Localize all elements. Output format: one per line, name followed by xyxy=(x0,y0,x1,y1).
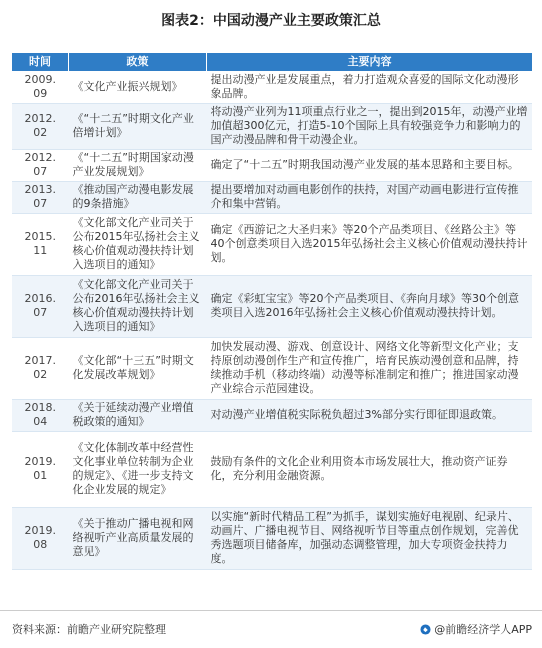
row-content: 提出要增加对动画电影创作的扶持，对国产动画电影进行宣传推介和集中营销。 xyxy=(207,181,533,213)
table-row xyxy=(12,507,532,569)
table-row xyxy=(12,399,532,431)
row-content: 确定《彩虹宝宝》等20个产品类项目、《奔向月球》等30个创意类项目入选2016年弘扬社会主义核心价值观动漫扶持计划。 xyxy=(207,275,533,337)
row-time: 2016. 07 xyxy=(12,275,69,337)
table-header-row xyxy=(12,53,532,71)
row-time: 2015. 11 xyxy=(12,213,69,275)
row-time: 2019. 08 xyxy=(12,507,69,569)
header-content: 主要内容 xyxy=(207,53,533,71)
policy-table xyxy=(12,53,532,570)
row-time: 2012. 02 xyxy=(12,103,69,149)
row-policy: 《文化部文化产业司关于公布2016年弘扬社会主义核心价值观动漫扶持计划入选项目的通知》 xyxy=(69,275,207,337)
header-policy: 政策 xyxy=(69,53,207,71)
row-policy: 《文化体制改革中经营性文化事业单位转制为企业的规定》、《进一步支持文化企业发展的规定》 xyxy=(69,431,207,507)
row-policy: 《“十二五”时期文化产业倍增计划》 xyxy=(69,103,207,149)
footer xyxy=(0,610,542,648)
row-policy: 《关于延续动漫产业增值税政策的通知》 xyxy=(69,399,207,431)
row-policy: 《文化部文化产业司关于公布2015年弘扬社会主义核心价值观动漫扶持计划入选项目的通知》 xyxy=(69,213,207,275)
brand-logo-icon xyxy=(420,624,431,635)
row-content: 提出动漫产业是发展重点，着力打造观众喜爱的国际文化动漫形象品牌。 xyxy=(207,71,533,103)
row-policy: 《推动国产动漫电影发展的9条措施》 xyxy=(69,181,207,213)
table-row xyxy=(12,213,532,275)
row-content: 加快发展动漫、游戏、创意设计、网络文化等新型文化产业；支持原创动漫创作生产和宣传推广，培育民族动漫创意和品牌，持续推动手机（移动终端）动漫等标准制定和推广；推进国家动漫产业综合示范园建设。 xyxy=(207,337,533,399)
table-row xyxy=(12,337,532,399)
row-policy: 《关于推动广播电视和网络视听产业高质量发展的意见》 xyxy=(69,507,207,569)
row-time: 2013. 07 xyxy=(12,181,69,213)
table-row xyxy=(12,275,532,337)
table-row xyxy=(12,103,532,149)
chart-title: 图表2：中国动漫产业主要政策汇总 xyxy=(161,13,381,29)
row-content: 对动漫产业增值税实际税负超过3%部分实行即征即退政策。 xyxy=(207,399,533,431)
table-row xyxy=(12,181,532,213)
row-time: 2009. 09 xyxy=(12,71,69,103)
row-content: 鼓励有条件的文化企业利用资本市场发展壮大，推动资产证券化，充分利用金融资源。 xyxy=(207,431,533,507)
row-time: 2012. 07 xyxy=(12,149,69,181)
header-time: 时间 xyxy=(12,53,69,71)
row-policy: 《文化产业振兴规划》 xyxy=(69,71,207,103)
row-content: 确定《西游记之大圣归来》等20个产品类项目、《丝路公主》等40个创意类项目入选2015年弘扬社会主义核心价值观动漫扶持计划。 xyxy=(207,213,533,275)
row-policy: 《文化部“十三五”时期文化发展改革规划》 xyxy=(69,337,207,399)
table-row xyxy=(12,71,532,103)
table-row xyxy=(12,149,532,181)
brand-credit xyxy=(420,621,532,637)
brand-label: @前瞻经济学人APP xyxy=(434,623,532,636)
row-time: 2017. 02 xyxy=(12,337,69,399)
row-content: 确定了“十二五”时期我国动漫产业发展的基本思路和主要目标。 xyxy=(207,149,533,181)
table-row xyxy=(12,431,532,507)
row-content: 以实施“新时代精品工程”为抓手，谋划实施好电视剧、纪录片、动画片、广播电视节目、网络视听节目等重点创作规划，完善优秀选题项目储备库，加强动态调整管理，加大专项资金扶持力度。 xyxy=(207,507,533,569)
row-policy: 《“十二五”时期国家动漫产业发展规划》 xyxy=(69,149,207,181)
row-time: 2018. 04 xyxy=(12,399,69,431)
row-content: 将动漫产业列为11项重点行业之一，提出到2015年，动漫产业增加值超300亿元，打造5-10个国际上具有较强竞争力和影响力的国产动漫品牌和骨干动漫企业。 xyxy=(207,103,533,149)
row-time: 2019. 01 xyxy=(12,431,69,507)
source-note: 资料来源：前瞻产业研究院整理 xyxy=(12,623,166,636)
